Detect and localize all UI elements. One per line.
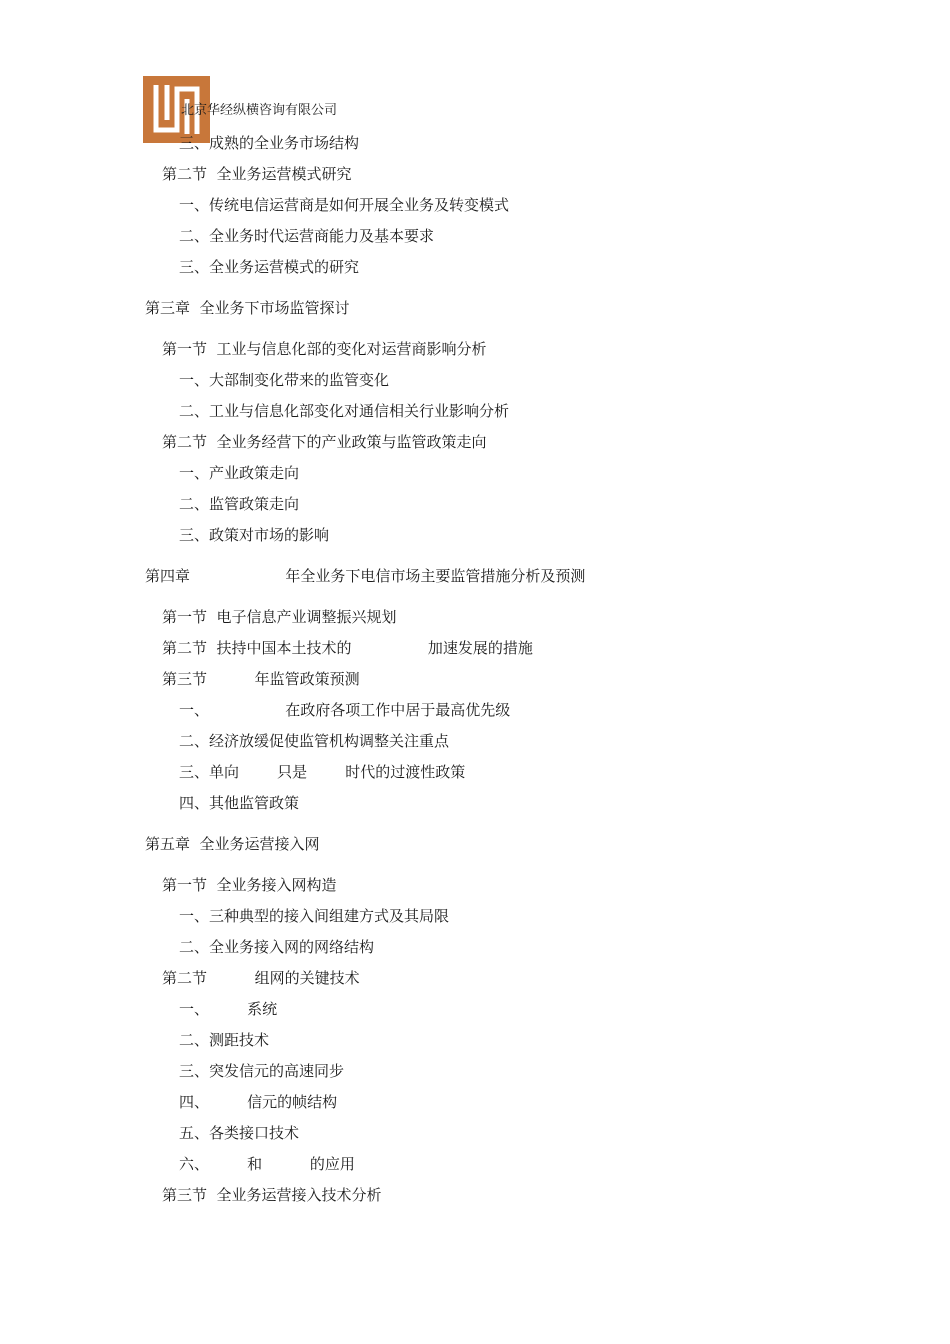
toc-item: 二、监管政策走向 [179, 495, 300, 513]
toc-item: 三、单向 只是 时代的过渡性政策 [179, 763, 466, 781]
toc-section: 第三节 全业务运营接入技术分析 [162, 1186, 382, 1204]
toc-item: 一、 系统 [179, 1000, 278, 1018]
toc-item: 三、政策对市场的影响 [179, 526, 330, 544]
toc-section: 第三节 年监管政策预测 [162, 670, 360, 688]
toc-item: 一、产业政策走向 [179, 464, 300, 482]
toc-section: 第一节 工业与信息化部的变化对运营商影响分析 [162, 340, 487, 358]
toc-chapter: 第三章 全业务下市场监管探讨 [145, 299, 350, 317]
toc-section: 第二节 扶持中国本土技术的 加速发展的措施 [162, 639, 533, 657]
toc-item: 三、全业务运营模式的研究 [179, 258, 360, 276]
toc-item: 二、全业务时代运营商能力及基本要求 [179, 227, 435, 245]
company-name: 北京华经纵横咨询有限公司 [181, 103, 338, 118]
toc-item: 一、三种典型的接入间组建方式及其局限 [179, 907, 450, 925]
toc-item: 二、全业务接入网的网络结构 [179, 938, 375, 956]
toc-item: 六、 和 的应用 [179, 1155, 355, 1173]
toc-chapter: 第四章 年全业务下电信市场主要监管措施分析及预测 [145, 567, 586, 585]
toc-chapter: 第五章 全业务运营接入网 [145, 835, 320, 853]
toc-item: 二、测距技术 [179, 1031, 270, 1049]
toc-item: 一、 在政府各项工作中居于最高优先级 [179, 701, 511, 719]
toc-item: 三、突发信元的高速同步 [179, 1062, 345, 1080]
toc-item: 三、成熟的全业务市场结构 [179, 134, 360, 152]
toc-item: 四、 信元的帧结构 [179, 1093, 338, 1111]
toc-section: 第二节 组网的关键技术 [162, 969, 360, 987]
toc-item: 一、传统电信运营商是如何开展全业务及转变模式 [179, 196, 510, 214]
toc-item: 一、大部制变化带来的监管变化 [179, 371, 390, 389]
toc-section: 第二节 全业务经营下的产业政策与监管政策走向 [162, 433, 487, 451]
toc-section: 第一节 全业务接入网构造 [162, 876, 337, 894]
toc-item: 二、工业与信息化部变化对通信相关行业影响分析 [179, 402, 510, 420]
toc-item: 五、各类接口技术 [179, 1124, 300, 1142]
toc-section: 第一节 电子信息产业调整振兴规划 [162, 608, 397, 626]
toc-section: 第二节 全业务运营模式研究 [162, 165, 352, 183]
toc-item: 二、经济放缓促使监管机构调整关注重点 [179, 732, 450, 750]
toc-item: 四、其他监管政策 [179, 794, 300, 812]
